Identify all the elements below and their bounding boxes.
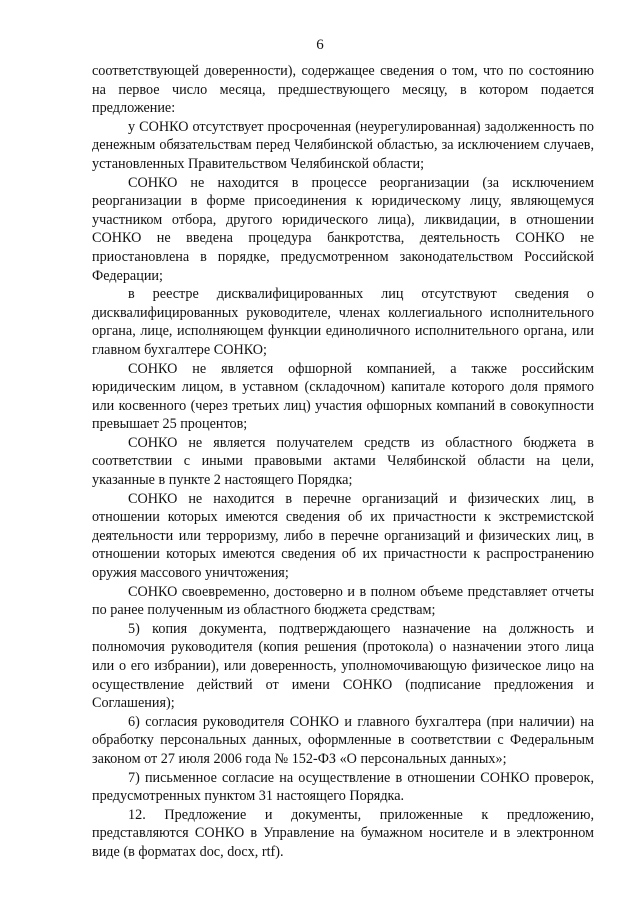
paragraph-not-recipient: СОНКО не является получателем средств из областного бюджета в соответствии с иными правовыми актами Челябинской области на цели, указанные в пункте 2 настоящего Порядка; <box>92 434 594 489</box>
paragraph-item-7: 7) письменное согласие на осуществление в отношении СОНКО проверок, предусмотренных пунктом 31 настоящего Порядка. <box>92 769 594 805</box>
paragraph-offshore: СОНКО не является офшорной компанией, а также российским юридическим лицом, в уставном (складочном) капитале которого доля прямого или косвенного (через третьих лиц) участия офшорных компаний в совокупности превышает 25 процентов; <box>92 360 594 433</box>
paragraph-section-12: 12. Предложение и документы, приложенные к предложению, представляются СОНКО в Управление на бумажном носителе и в электронном виде (в форматах doc, docx, rtf). <box>92 806 594 860</box>
paragraph-item-6: 6) согласия руководителя СОНКО и главного бухгалтера (при наличии) на обработку персональных данных, оформленные в соответствии с Федеральным законом от 27 июля 2006 года № 152-ФЗ «О персональных данных»; <box>92 713 594 767</box>
paragraph-extremism-list: СОНКО не находится в перечне организаций и физических лиц, в отношении которых имеются сведения об их причастности к экстремистской деятельности или терроризму, либо в перечне организаций и физических лиц, в отношении которых имеются сведения об их причастности к распространению оружия массового уничтожения; <box>92 490 594 582</box>
paragraph-disqualified-registry: в реестре дисквалифицированных лиц отсутствуют сведения о дисквалифицированных руководителе, членах коллегиального исполнительного органа, лице, исполняющем функции единоличного исполнительного органа, или главном бухгалтере СОНКО; <box>92 286 594 358</box>
paragraph-no-debt: у СОНКО отсутствует просроченная (неурегулированная) задолженность по денежным обязательствам перед Челябинской областью, за исключением случаев, установленных Правительством Челябинской области; <box>92 118 594 172</box>
page-number: 6 <box>316 37 324 53</box>
paragraph-continuation: соответствующей доверенности), содержащее сведения о том, что по состоянию на первое число месяца, предшествующего месяцу, в котором подается предложение: <box>92 63 594 117</box>
document-body <box>92 62 594 862</box>
paragraph-no-reorganization: СОНКО не находится в процессе реорганизации (за исключением реорганизации в форме присоединения к юридическому лицу, являющемуся участником отбора, другого юридического лица), ликвидации, в отношении СОНКО не введена процедура банкротства, деятельность СОНКО не приостановлена в порядке, предусмотренном законодательством Российской Федерации; <box>92 174 594 284</box>
paragraph-reports: СОНКО своевременно, достоверно и в полном объеме представляет отчеты по ранее полученным из областного бюджета средствам; <box>92 583 594 619</box>
paragraph-item-5: 5) копия документа, подтверждающего назначение на должность и полномочия руководителя (копия решения (протокола) о назначении этого лица или о его избрании), или доверенность, уполномочивающую физическое лицо на осуществление действий от имени СОНКО (подписание предложения и Соглашения); <box>92 620 594 712</box>
